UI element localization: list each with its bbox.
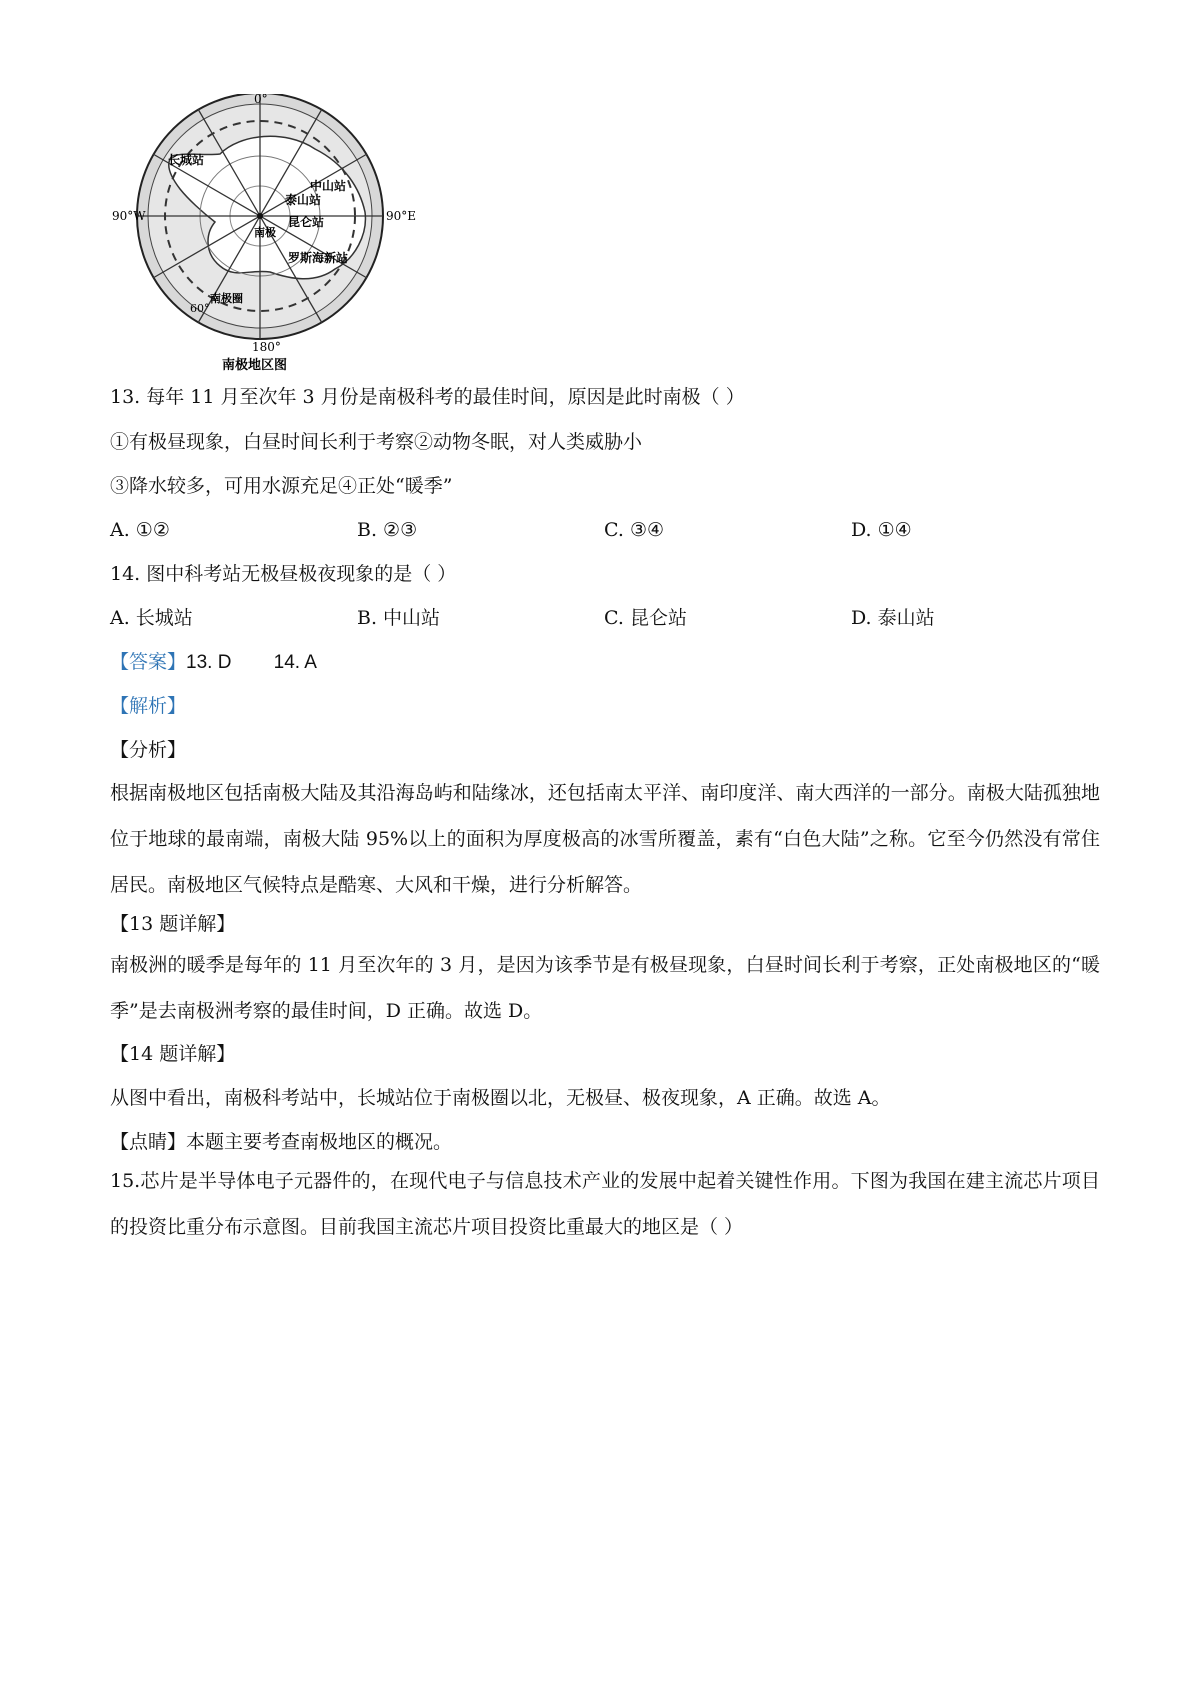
dianjing-line: 【点睛】本题主要考查南极地区的概况。 [110, 1131, 453, 1153]
label-180: 180° [252, 340, 281, 354]
south-pole-marker [257, 213, 263, 219]
answer-text: 13. D 14. A [186, 652, 317, 673]
answer-line [110, 650, 317, 675]
q13-option-d: D. ①④ [851, 519, 912, 541]
station-taishan: 泰山站 [285, 193, 322, 207]
antarctica-map [110, 94, 470, 406]
detail14-text: 从图中看出，南极科考站中，长城站位于南极圈以北，无极昼、极夜现象，A 正确。故选 A。 [110, 1087, 891, 1109]
q13-line1: ①有极昼现象，白昼时间长利于考察②动物冬眠，对人类威胁小 [110, 431, 643, 453]
label-90e: 90°E [386, 209, 417, 223]
fenxi-tag: 【分析】 [110, 739, 187, 761]
q13-option-a: A. ①② [110, 519, 170, 541]
detail14-tag: 【14 题详解】 [110, 1043, 236, 1065]
antarctica-map-figure [110, 94, 470, 406]
station-zhongshan: 中山站 [310, 179, 347, 193]
fenxi-text: 根据南极地区包括南极大陆及其沿海岛屿和陆缘冰，还包括南太平洋、南印度洋、南大西洋的一部分。南极大陆孤独地位于地球的最南端，南极大陆 95%以上的面积为厚度极高的冰雪所覆盖，素有“白色大陆”之称。它至今仍然没有常住居民。南极地区气候特点是酷寒、大风和干燥，进行分析解答。 [110, 782, 1100, 896]
q13-option-b: B. ②③ [357, 519, 418, 541]
q15-text: 15.芯片是半导体电子元器件的，在现代电子与信息技术产业的发展中起着关键性作用。下图为我国在建主流芯片项目的投资比重分布示意图。目前我国主流芯片项目投资比重最大的地区是（ ） [110, 1170, 1100, 1238]
q14-stem: 14. 图中科考站无极昼极夜现象的是（ ） [110, 563, 457, 585]
q14-option-b: B. 中山站 [357, 607, 441, 629]
analysis-tag: 【解析】 [110, 695, 187, 717]
q13-line2: ③降水较多，可用水源充足④正处“暖季” [110, 475, 453, 497]
q14-option-d: D. 泰山站 [851, 607, 935, 629]
label-0: 0° [254, 94, 268, 106]
answer-tag: 【答案】 [110, 651, 187, 673]
station-rossea: 罗斯海新站 [288, 251, 349, 265]
label-antarctic-circle: 南极圈 [210, 292, 243, 305]
map-caption: 南极地区图 [222, 358, 288, 373]
station-kunlun: 昆仑站 [288, 215, 325, 229]
label-90w: 90°W [112, 209, 146, 223]
q14-option-a: A. 长城站 [110, 607, 193, 629]
label-60: 60° [190, 302, 210, 315]
q13-option-c: C. ③④ [604, 519, 665, 541]
detail13-tag: 【13 题详解】 [110, 913, 236, 935]
q13-stem: 13. 每年 11 月至次年 3 月份是南极科考的最佳时间，原因是此时南极（ ） [110, 386, 745, 408]
label-south-pole: 南极 [254, 226, 276, 239]
q14-option-c: C. 昆仑站 [604, 607, 687, 629]
station-changcheng: 长城站 [168, 153, 205, 167]
detail13-text: 南极洲的暖季是每年的 11 月至次年的 3 月，是因为该季节是有极昼现象，白昼时间长利于考察，正处南极地区的“暖季”是去南极洲考察的最佳时间，D 正确。故选 D。 [110, 954, 1100, 1022]
